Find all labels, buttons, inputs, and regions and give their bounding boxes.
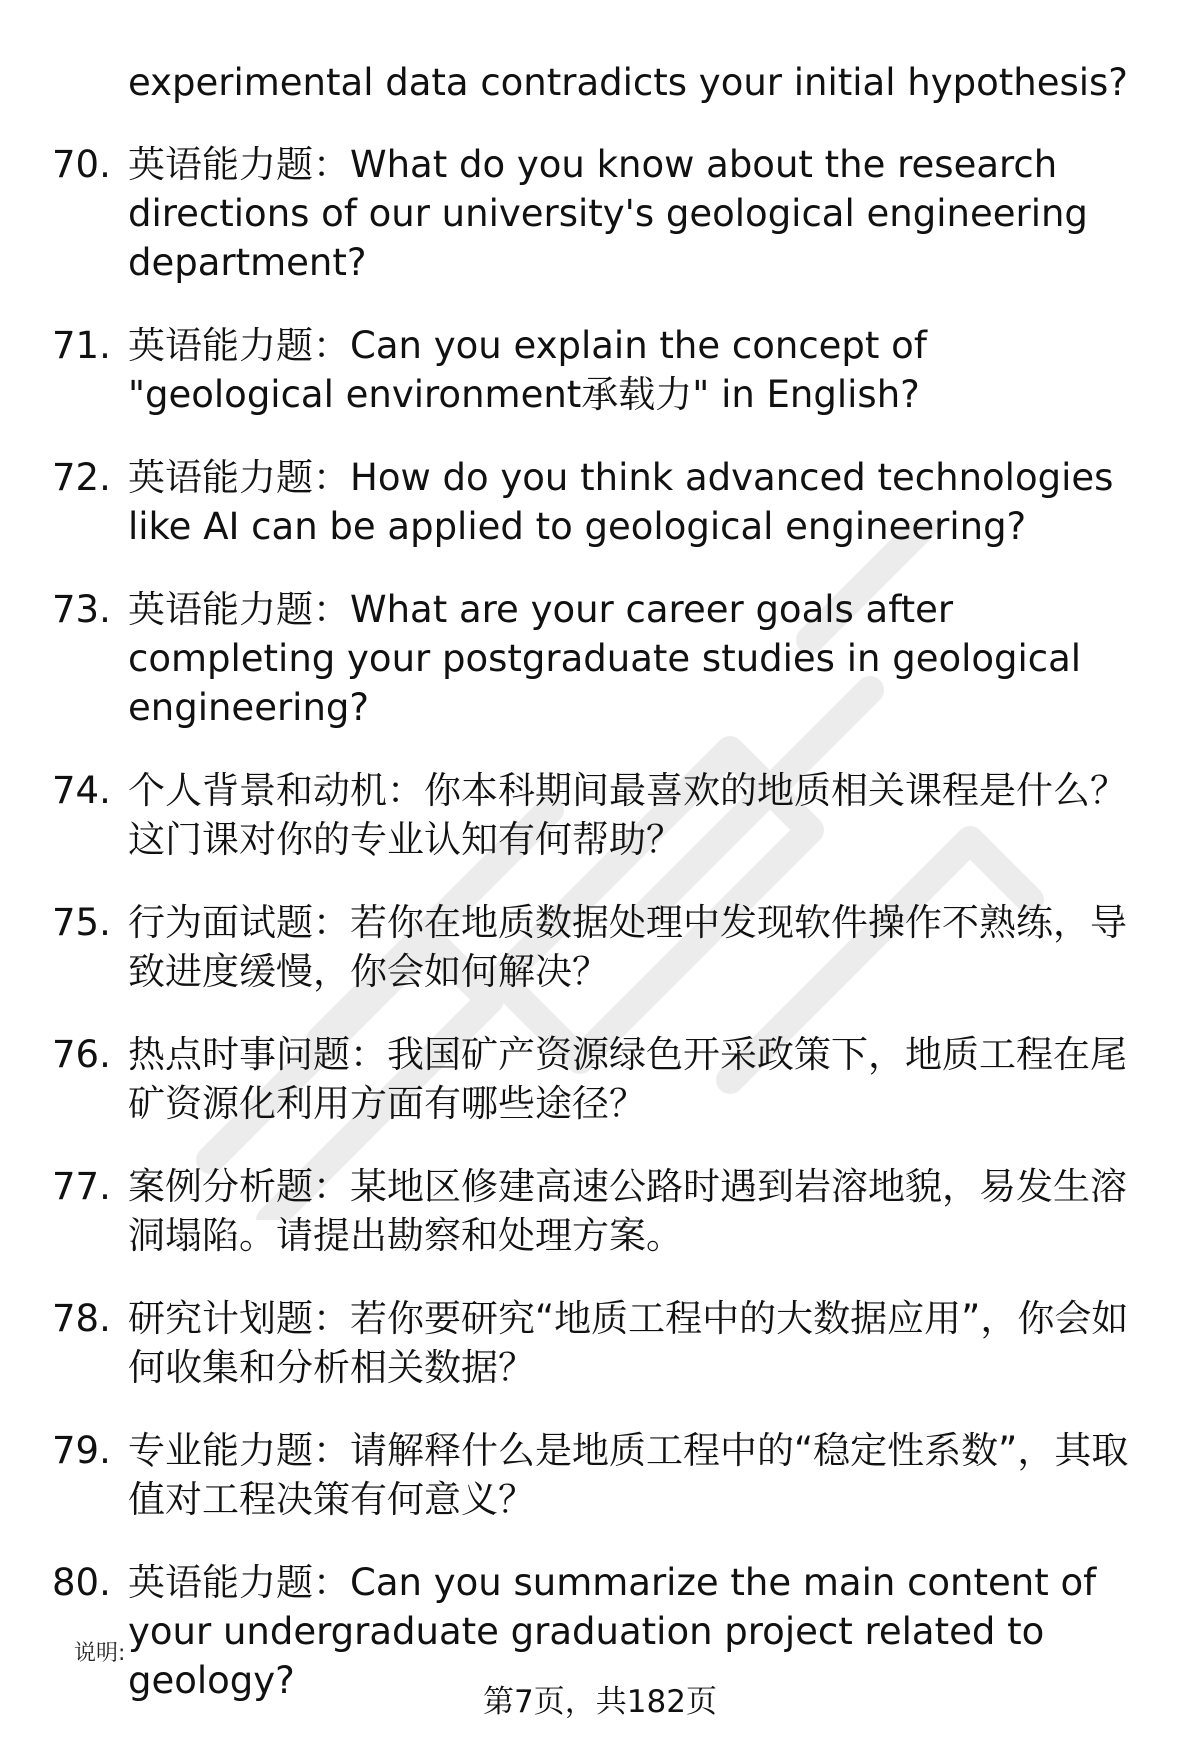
question-text: 英语能力题：What do you know about the research directions of our university's geological engineering department? (128, 143, 1088, 284)
question-text: 英语能力题：What are your career goals after completing your postgraduate studies in geological engineering? (128, 588, 1082, 729)
question-text: 英语能力题：How do you think advanced technologies like AI can be applied to geological engineering? (128, 456, 1114, 548)
question-number: 79. (52, 1429, 111, 1472)
question-item (52, 321, 1142, 419)
question-item (52, 1426, 1142, 1524)
question-number: 75. (52, 901, 111, 944)
question-item (52, 1294, 1142, 1392)
question-number: 77. (52, 1165, 111, 1208)
question-item (52, 898, 1142, 996)
question-number: 71. (52, 324, 111, 367)
page-number-footer: 第7页，共182页 (483, 1684, 717, 1720)
question-number: 76. (52, 1033, 111, 1076)
question-number: 74. (52, 769, 111, 812)
question-item (52, 1030, 1142, 1128)
question-number: 78. (52, 1297, 111, 1340)
question-text: 行为面试题：若你在地质数据处理中发现软件操作不熟练，导致进度缓慢，你会如何解决？ (128, 901, 1127, 993)
question-text: 案例分析题：某地区修建高速公路时遇到岩溶地貌，易发生溶洞塌陷。请提出勘察和处理方案。 (128, 1165, 1127, 1257)
question-number: 73. (52, 588, 111, 631)
question-text: 专业能力题：请解释什么是地质工程中的“稳定性系数”，其取值对工程决策有何意义？ (128, 1429, 1129, 1521)
question-list (52, 140, 1142, 1705)
question-item (52, 453, 1142, 551)
question-number: 72. (52, 456, 111, 499)
question-text: 英语能力题：Can you explain the concept of "geological environment承载力" in English? (128, 324, 927, 416)
question-text: 英语能力题：Can you summarize the main content of your undergraduate graduation project related to geology? (128, 1561, 1097, 1702)
question-item (52, 766, 1142, 864)
question-text: 研究计划题：若你要研究“地质工程中的大数据应用”，你会如何收集和分析相关数据？ (128, 1297, 1129, 1389)
question-number: 80. (52, 1561, 111, 1604)
note-label: 说明: (74, 1641, 126, 1666)
question-item (52, 140, 1142, 287)
question-69-continuation: experimental data contradicts your initial hypothesis? (128, 61, 1128, 104)
question-number: 70. (52, 143, 111, 186)
question-text: 个人背景和动机：你本科期间最喜欢的地质相关课程是什么？这门课对你的专业认知有何帮助？ (128, 769, 1127, 861)
question-item (52, 1162, 1142, 1260)
question-text: 热点时事问题：我国矿产资源绿色开采政策下，地质工程在尾矿资源化利用方面有哪些途径？ (128, 1033, 1127, 1125)
question-item (52, 585, 1142, 732)
